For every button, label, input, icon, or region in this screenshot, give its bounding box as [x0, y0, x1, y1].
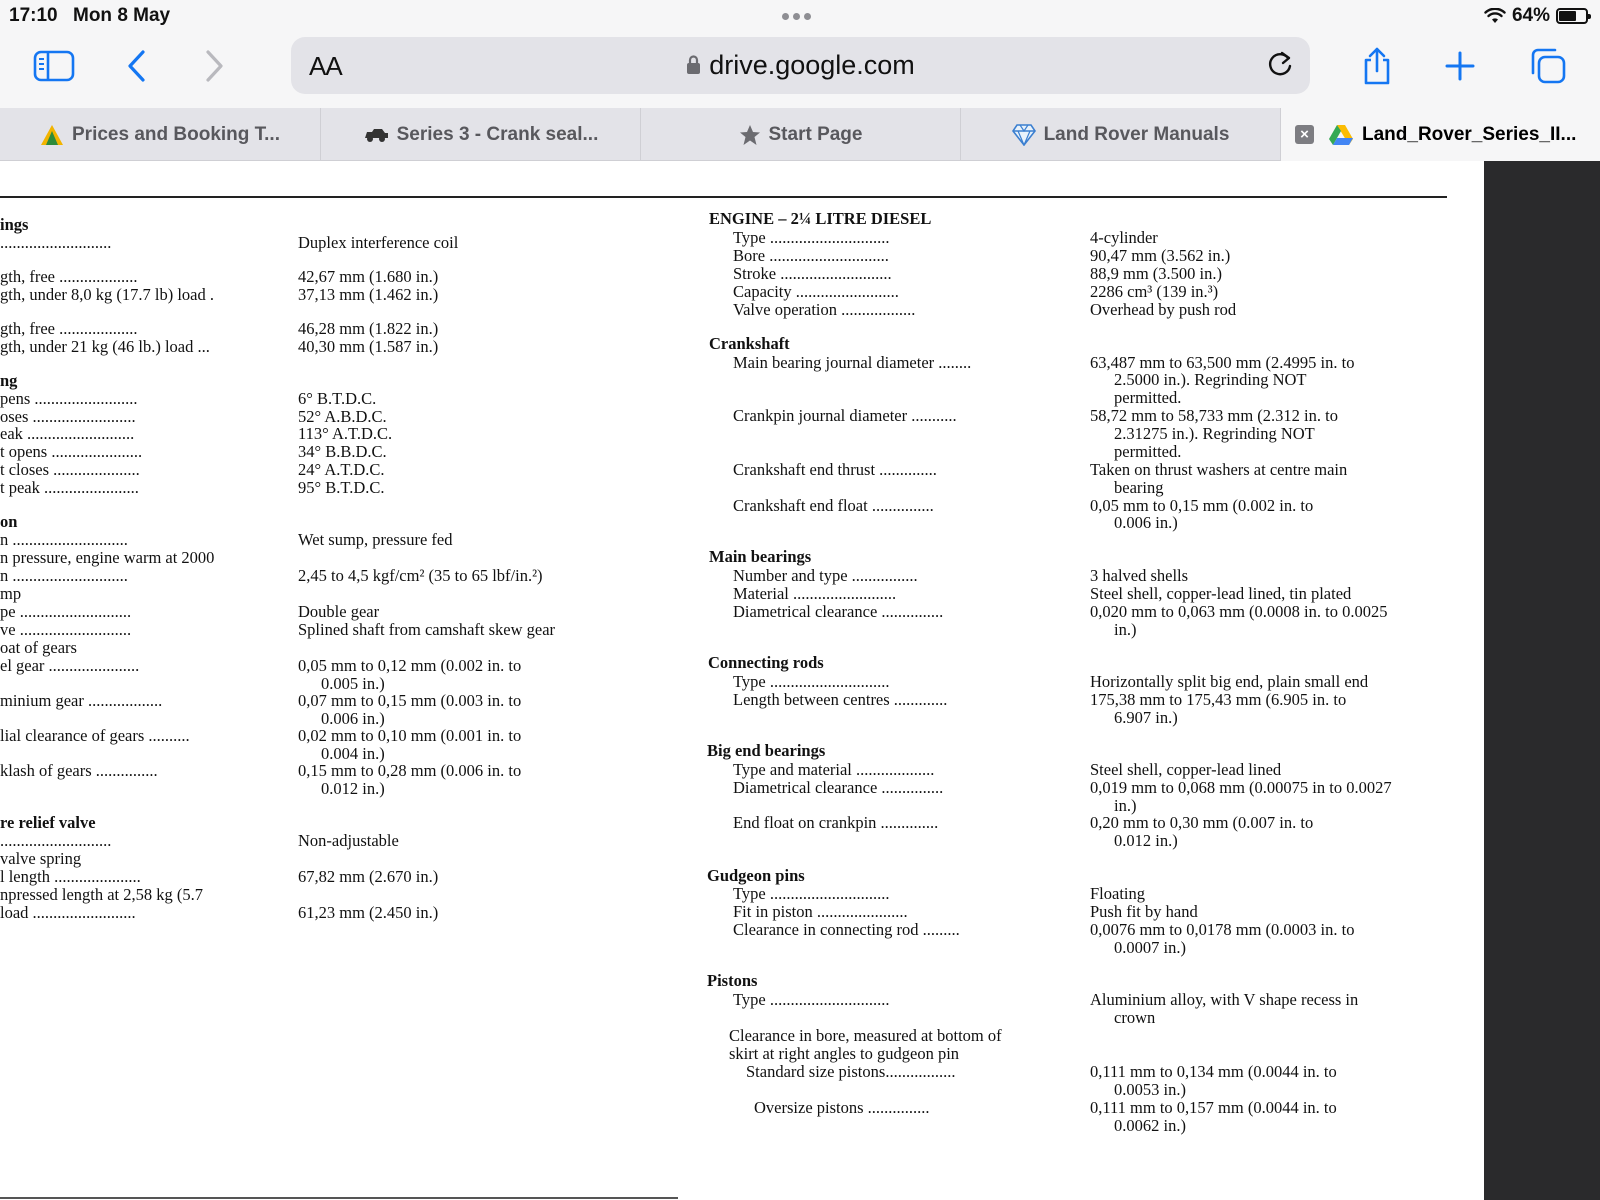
star-icon — [739, 124, 761, 146]
section-heading: ENGINE – 2¼ LITRE DIESEL — [709, 209, 932, 228]
spec-value: Steel shell, copper-lead lined, tin plated — [1090, 584, 1352, 603]
wifi-icon — [1484, 8, 1506, 24]
car-icon — [363, 127, 389, 143]
spec-label: gth, free ................... — [0, 267, 138, 286]
spec-value: bearing — [1114, 478, 1164, 497]
spec-value: 0,15 mm to 0,28 mm (0.006 in. to — [298, 761, 522, 780]
tab-bar — [0, 108, 1600, 161]
spec-value: in.) — [1114, 796, 1137, 815]
spec-label: pens ......................... — [0, 389, 138, 408]
spec-label: Type ............................. — [733, 228, 890, 247]
spec-value: 6.907 in.) — [1114, 708, 1178, 727]
spec-value: Taken on thrust washers at centre main — [1090, 460, 1348, 479]
spec-label: oat of gears — [0, 638, 77, 657]
spec-value: 61,23 mm (2.450 in.) — [298, 903, 439, 922]
close-tab-icon[interactable]: × — [1295, 125, 1314, 144]
spec-value: 0,111 mm to 0,157 mm (0.0044 in. to — [1090, 1098, 1337, 1117]
spec-value: 0,05 mm to 0,12 mm (0.002 in. to — [298, 656, 522, 675]
spec-label: t peak ....................... — [0, 478, 139, 497]
spec-label: ve ........................... — [0, 620, 132, 639]
spec-label: Type ............................. — [733, 672, 890, 691]
spec-label: Length between centres ............. — [733, 690, 948, 709]
spec-label: n ............................ — [0, 566, 128, 585]
share-icon[interactable] — [1355, 44, 1399, 88]
spec-label: Material ......................... — [733, 584, 897, 603]
url-text: drive.google.com — [709, 50, 915, 80]
spec-value: 0.0062 in.) — [1114, 1116, 1186, 1135]
spec-value: 0,02 mm to 0,10 mm (0.001 in. to — [298, 726, 522, 745]
spec-value: 37,13 mm (1.462 in.) — [298, 285, 439, 304]
document-viewer[interactable] — [0, 161, 1600, 1200]
section-heading: Big end bearings — [707, 741, 826, 760]
spec-value: 40,30 mm (1.587 in.) — [298, 337, 439, 356]
section-heading: Pistons — [707, 971, 758, 990]
spec-label: Bore ............................. — [733, 246, 889, 265]
sidebar-icon[interactable] — [32, 44, 76, 88]
spec-value: 42,67 mm (1.680 in.) — [298, 267, 439, 286]
spec-value: 0,07 mm to 0,15 mm (0.003 in. to — [298, 691, 522, 710]
spec-label: End float on crankpin .............. — [733, 813, 939, 832]
spec-value: 0,20 mm to 0,30 mm (0.007 in. to — [1090, 813, 1314, 832]
booking-logo-icon — [40, 124, 64, 146]
document-page — [0, 161, 1484, 1200]
spec-label: oses ......................... — [0, 407, 136, 426]
multitasking-dots-icon[interactable] — [782, 13, 811, 20]
battery-fill — [1559, 11, 1576, 21]
spec-label: load ......................... — [0, 903, 136, 922]
spec-label: gth, free ................... — [0, 319, 138, 338]
spec-label: Main bearing journal diameter ........ — [733, 353, 972, 372]
spec-value: 95° B.T.D.C. — [298, 478, 385, 497]
spec-value: 46,28 mm (1.822 in.) — [298, 319, 439, 338]
spec-label: gth, under 21 kg (46 lb.) load ... — [0, 337, 210, 356]
tabs-icon[interactable] — [1526, 44, 1570, 88]
spec-value: 3 halved shells — [1090, 566, 1189, 585]
spec-value: Push fit by hand — [1090, 902, 1198, 921]
text-size-button[interactable]: AA — [309, 51, 342, 81]
status-time: 17:10 — [9, 5, 58, 26]
spec-label: el gear ...................... — [0, 656, 140, 675]
status-bar — [0, 0, 1600, 32]
spec-label: Capacity ......................... — [733, 282, 899, 301]
diamond-icon — [1012, 124, 1036, 146]
spec-value: 67,82 mm (2.670 in.) — [298, 867, 439, 886]
page-bottom-rule — [0, 1197, 678, 1199]
spec-label: Diametrical clearance ............... — [733, 778, 944, 797]
section-heading: Main bearings — [709, 547, 812, 566]
spec-value: 6° B.T.D.C. — [298, 389, 377, 408]
spec-label: Fit in piston ...................... — [733, 902, 908, 921]
spec-label: skirt at right angles to gudgeon pin — [729, 1044, 960, 1063]
spec-label: mp — [0, 584, 22, 603]
tab-land-rover-manuals[interactable] — [961, 108, 1281, 161]
tab-prices-booking[interactable] — [0, 108, 321, 161]
new-tab-icon[interactable] — [1438, 44, 1482, 88]
spec-label: eak .......................... — [0, 424, 135, 443]
spec-value: 34° B.B.D.C. — [298, 442, 387, 461]
spec-value: Duplex interference coil — [298, 233, 459, 252]
spec-value: 0,111 mm to 0,134 mm (0.0044 in. to — [1090, 1062, 1337, 1081]
spec-label: klash of gears ............... — [0, 761, 158, 780]
spec-label: Diametrical clearance ............... — [733, 602, 944, 621]
spec-label: n ............................ — [0, 530, 128, 549]
spec-label: Type and material ................... — [733, 760, 935, 779]
spec-value: 2,45 to 4,5 kgf/cm² (35 to 65 lbf/in.²) — [298, 566, 543, 585]
tab-start-page[interactable] — [641, 108, 961, 161]
spec-label: ........................... — [0, 233, 112, 252]
spec-value: 2.31275 in.). Regrinding NOT — [1114, 424, 1315, 443]
spec-value: 113° A.T.D.C. — [298, 424, 393, 443]
spec-value: crown — [1114, 1008, 1156, 1027]
spec-value: 175,38 mm to 175,43 mm (6.905 in. to — [1090, 690, 1347, 709]
tab-title: Land_Rover_Series_II... — [1362, 123, 1577, 145]
section-heading: ings — [0, 215, 29, 234]
battery-percent: 64% — [1511, 5, 1550, 26]
spec-label: ........................... — [0, 831, 112, 850]
spec-value: 2.5000 in.). Regrinding NOT — [1114, 370, 1307, 389]
spec-label: t closes ..................... — [0, 460, 140, 479]
tab-title: Start Page — [768, 123, 863, 145]
spec-label: t opens ...................... — [0, 442, 143, 461]
spec-label: minium gear .................. — [0, 691, 163, 710]
spec-label: Valve operation .................. — [733, 300, 916, 319]
tab-title: Land Rover Manuals — [1043, 123, 1230, 145]
spec-value: 0,020 mm to 0,063 mm (0.0008 in. to 0.0025 — [1090, 602, 1388, 621]
spec-label: Clearance in connecting rod ......... — [733, 920, 960, 939]
spec-value: 0.005 in.) — [321, 674, 385, 693]
spec-value: 0.0007 in.) — [1114, 938, 1186, 957]
viewer-background — [1484, 161, 1600, 1200]
spec-value: 0.012 in.) — [1114, 831, 1178, 850]
spec-label: Stroke ........................... — [733, 264, 892, 283]
spec-label: Crankshaft end thrust .............. — [733, 460, 937, 479]
spec-value: 52° A.B.D.C. — [298, 407, 387, 426]
back-icon[interactable] — [115, 44, 159, 88]
spec-label: Oversize pistons ............... — [754, 1098, 930, 1117]
spec-label: valve spring — [0, 849, 82, 868]
lock-icon — [686, 54, 701, 75]
spec-value: 0.0053 in.) — [1114, 1080, 1186, 1099]
spec-value: Floating — [1090, 884, 1146, 903]
address-bar[interactable] — [291, 37, 1310, 94]
spec-label: Crankpin journal diameter ........... — [733, 406, 957, 425]
section-heading: on — [0, 512, 18, 531]
spec-label: Crankshaft end float ............... — [733, 496, 934, 515]
spec-value: 0.004 in.) — [321, 744, 385, 763]
spec-label: Number and type ................ — [733, 566, 918, 585]
spec-value: 63,487 mm to 63,500 mm (2.4995 in. to — [1090, 353, 1355, 372]
spec-value: 0.006 in.) — [321, 709, 385, 728]
spec-label: gth, under 8,0 kg (17.7 lb) load . — [0, 285, 215, 304]
spec-value: 88,9 mm (3.500 in.) — [1090, 264, 1222, 283]
spec-value: 0,019 mm to 0,068 mm (0.00075 in to 0.0027 — [1090, 778, 1392, 797]
spec-value: 0,0076 mm to 0,0178 mm (0.0003 in. to — [1090, 920, 1355, 939]
spec-value: 0.006 in.) — [1114, 513, 1178, 532]
spec-label: pe ........................... — [0, 602, 132, 621]
spec-value: Wet sump, pressure fed — [298, 530, 453, 549]
spec-value: 58,72 mm to 58,733 mm (2.312 in. to — [1090, 406, 1338, 425]
spec-label: Clearance in bore, measured at bottom of — [729, 1026, 1002, 1045]
spec-value: permitted. — [1114, 442, 1182, 461]
spec-value: Double gear — [298, 602, 380, 621]
section-heading: ng — [0, 371, 18, 390]
spec-value: Splined shaft from camshaft skew gear — [298, 620, 556, 639]
spec-value: 0.012 in.) — [321, 779, 385, 798]
tab-series-3-crank-seal[interactable] — [321, 108, 641, 161]
spec-label: Standard size pistons................. — [746, 1062, 956, 1081]
spec-value: 2286 cm³ (139 in.³) — [1090, 282, 1219, 301]
spec-label: lial clearance of gears .......... — [0, 726, 190, 745]
spec-value: 4-cylinder — [1090, 228, 1158, 247]
spec-value: Non-adjustable — [298, 831, 399, 850]
browser-toolbar — [0, 32, 1600, 108]
spec-value: in.) — [1114, 620, 1137, 639]
tab-title: Series 3 - Crank seal... — [396, 123, 599, 145]
section-heading: Gudgeon pins — [707, 866, 805, 885]
status-indicators — [1484, 5, 1588, 27]
spec-value: Steel shell, copper-lead lined — [1090, 760, 1282, 779]
tab-land-rover-series-active[interactable] — [1281, 108, 1600, 161]
status-date: Mon 8 May — [73, 5, 171, 26]
spec-label: npressed length at 2,58 kg (5.7 — [0, 885, 204, 904]
section-heading: Crankshaft — [709, 334, 790, 353]
spec-label: Type ............................. — [733, 990, 890, 1009]
spec-value: Overhead by push rod — [1090, 300, 1237, 319]
spec-value: Horizontally split big end, plain small end — [1090, 672, 1369, 691]
forward-icon[interactable] — [192, 44, 236, 88]
section-heading: Connecting rods — [708, 653, 824, 672]
google-drive-icon — [1328, 124, 1354, 146]
spec-value: 0,05 mm to 0,15 mm (0.002 in. to — [1090, 496, 1314, 515]
spec-value: 90,47 mm (3.562 in.) — [1090, 246, 1231, 265]
section-heading: re relief valve — [0, 813, 96, 832]
spec-label: l length ..................... — [0, 867, 141, 886]
battery-icon — [1556, 8, 1588, 24]
tab-title: Prices and Booking T... — [72, 123, 280, 145]
spec-value: Aluminium alloy, with V shape recess in — [1090, 990, 1359, 1009]
page-top-rule — [0, 196, 1447, 198]
spec-label: n pressure, engine warm at 2000 — [0, 548, 215, 567]
reload-icon[interactable] — [1266, 49, 1294, 79]
spec-label: Type ............................. — [733, 884, 890, 903]
url-display[interactable] — [291, 50, 1310, 81]
spec-value: 24° A.T.D.C. — [298, 460, 385, 479]
spec-value: permitted. — [1114, 388, 1182, 407]
